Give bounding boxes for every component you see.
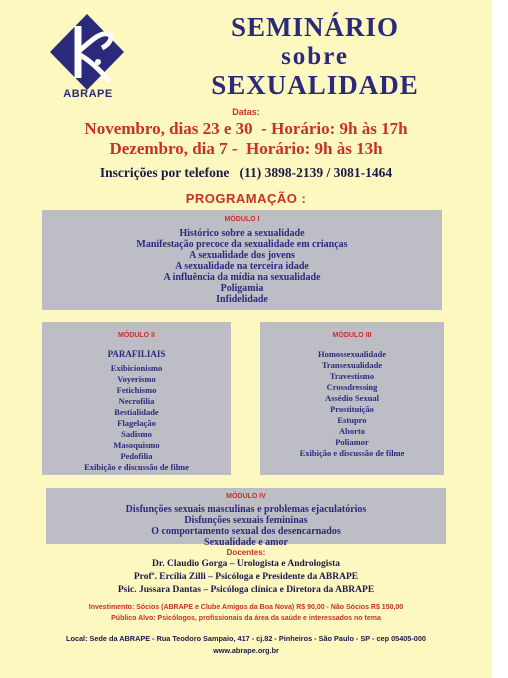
module-1-item: Histórico sobre a sexualidade xyxy=(179,228,305,239)
date-december: Dezembro, dia 7 - Horário: 9h às 13h xyxy=(109,139,383,158)
location-text: Local: Sede da ABRAPE - Rua Teodoro Sampaio, 417 - cj.82 - Pinheiros - São Paulo - SP - cep 05405-000 xyxy=(66,634,426,643)
title-line-1: SEMINÁRIO xyxy=(230,12,400,42)
module-2-item: Flagelação xyxy=(117,418,156,428)
module-4-box xyxy=(46,488,446,548)
module-1-item: A sexualidade dos jovens xyxy=(189,250,295,261)
module-3-item: Travestismo xyxy=(329,371,375,381)
module-2-item: Exibicionismo xyxy=(110,363,163,373)
module-2-item: Necrofilia xyxy=(118,396,155,406)
module-3-item: Assédio Sexual xyxy=(324,393,380,403)
module-3-item: Transexualidade xyxy=(321,360,383,370)
audience-text: Público Alvo: Psicólogos, profissionais da área da saúde e interessados no tema xyxy=(111,615,381,622)
module-3-title: MÓDULO III xyxy=(332,332,372,339)
module-4-item: Sexualidade e amor xyxy=(204,537,288,548)
docentes-label: Docentes: xyxy=(226,548,266,557)
module-3-item: Prostituição xyxy=(330,404,374,414)
module-2-item: Bestialidade xyxy=(114,407,159,417)
investment-text: Investimento: Sócios (ABRAPE e Clube Amigos da Boa Nova) R$ 90,00 - Não Sócios R$ 150,00 xyxy=(88,604,404,611)
module-3-item: Exibição e discussão de filme xyxy=(299,448,405,458)
logo-text: ABRAPE xyxy=(63,88,113,100)
module-4-item: O comportamento sexual dos desencarnados xyxy=(151,526,341,537)
docente-3: Psic. Jussara Dantas – Psicóloga clínica e Diretora da ABRAPE xyxy=(117,585,375,595)
program-heading: PROGRAMAÇÃO : xyxy=(185,191,307,206)
module-2-subtitle: PARAFILIAIS xyxy=(107,349,166,359)
module-2-item: Sadismo xyxy=(121,429,152,439)
module-1-box xyxy=(42,210,442,310)
module-3-box xyxy=(260,322,444,475)
module-2-box xyxy=(42,322,231,475)
module-2-item: Voyerismo xyxy=(117,374,156,384)
module-2-item: Fetichismo xyxy=(116,385,157,395)
module-2-item: Masoquismo xyxy=(113,440,160,450)
module-3-item: Estupro xyxy=(337,415,367,425)
module-3-item: Aborto xyxy=(339,426,365,436)
module-1-item: Manifestação precoce da sexualidade em crianças xyxy=(136,239,348,250)
module-3-item: Homossexualidade xyxy=(317,349,386,359)
module-1-title: MÓDULO I xyxy=(224,216,260,223)
docente-1: Dr. Claudio Gorga – Urologista e Andrologista xyxy=(152,559,340,569)
module-2-title: MÓDULO II xyxy=(118,332,155,339)
module-4-item: Disfunções sexuais femininas xyxy=(184,515,308,526)
module-3-item: Crossdressing xyxy=(326,382,378,392)
module-3-item: Poliamor xyxy=(335,437,369,447)
registration-phone: Inscrições por telefone (11) 3898-2139 / 3081-1464 xyxy=(99,165,393,180)
title-line-2: sobre xyxy=(281,43,349,70)
module-1-item: Infidelidade xyxy=(216,294,268,305)
dates-label: Datas: xyxy=(232,107,260,117)
date-november: Novembro, dias 23 e 30 - Horário: 9h às 17h xyxy=(84,119,408,138)
module-4-title: MÓDULO IV xyxy=(226,493,266,500)
docente-2: Profª. Ercília Zilli – Psicóloga e Presidente da ABRAPE xyxy=(133,572,359,582)
module-2-item: Exibição e discussão de filme xyxy=(84,462,189,472)
module-4-item: Disfunções sexuais masculinas e problemas ejaculatórios xyxy=(125,504,367,515)
module-2-item: Pedofilia xyxy=(120,451,153,461)
module-1-item: Poligamia xyxy=(220,283,264,294)
website-link[interactable]: www.abrape.org.br xyxy=(213,646,279,655)
module-1-item: A influência da mídia na sexualidade xyxy=(163,272,321,283)
module-1-item: A sexualidade na terceira idade xyxy=(175,261,309,272)
title-line-3: SEXUALIDADE xyxy=(211,70,419,100)
